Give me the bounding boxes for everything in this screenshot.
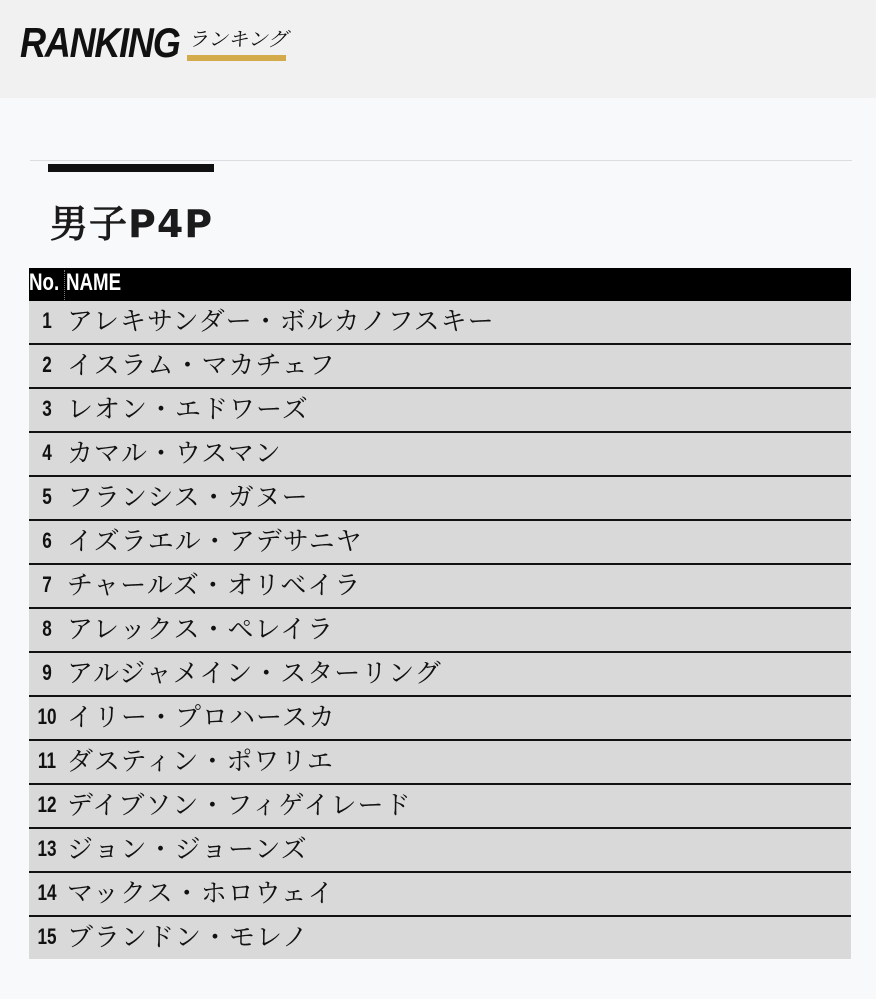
table-row[interactable]	[29, 697, 851, 741]
ranking-table	[29, 268, 851, 959]
table-row[interactable]	[29, 873, 851, 917]
rank-number: 11	[37, 748, 57, 773]
table-row[interactable]	[29, 389, 851, 433]
rank-number: 3	[42, 396, 52, 421]
fighter-name[interactable]: ブランドン・モレノ	[67, 923, 309, 953]
fighter-name[interactable]: アレックス・ペレイラ	[67, 615, 335, 645]
table-row[interactable]	[29, 653, 851, 697]
fighter-name[interactable]: イズラエル・アデサニヤ	[67, 527, 363, 557]
fighter-name[interactable]: カマル・ウスマン	[67, 439, 282, 469]
column-header-name: NAME	[66, 269, 122, 296]
fighter-name[interactable]: アレキサンダー・ボルカノフスキー	[67, 307, 495, 337]
table-row[interactable]	[29, 301, 851, 345]
table-row[interactable]	[29, 785, 851, 829]
column-header-no: No.	[29, 269, 60, 296]
table-row[interactable]	[29, 829, 851, 873]
table-row[interactable]	[29, 433, 851, 477]
subtitle-underline	[187, 55, 286, 61]
table-row[interactable]	[29, 741, 851, 785]
fighter-name[interactable]: マックス・ホロウェイ	[67, 879, 335, 909]
fighter-name[interactable]: ダスティン・ポワリエ	[67, 747, 334, 777]
table-row[interactable]	[29, 609, 851, 653]
rank-number: 2	[42, 352, 52, 377]
rank-number: 14	[37, 880, 57, 905]
fighter-name[interactable]: レオン・エドワーズ	[67, 395, 309, 425]
table-row[interactable]	[29, 345, 851, 389]
table-row[interactable]	[29, 521, 851, 565]
ranking-logo[interactable]: RANKING	[20, 19, 180, 66]
rank-number: 5	[42, 484, 52, 509]
table-row[interactable]	[29, 917, 851, 959]
ranking-subtitle: ランキング	[188, 27, 288, 51]
table-row[interactable]	[29, 477, 851, 521]
section-divider	[30, 160, 852, 161]
table-row[interactable]	[29, 565, 851, 609]
rank-number: 15	[37, 924, 57, 949]
column-separator	[64, 270, 65, 300]
rank-number: 1	[42, 308, 52, 333]
fighter-name[interactable]: イリー・プロハースカ	[67, 703, 336, 733]
rank-number: 12	[37, 792, 57, 817]
rank-number: 10	[37, 704, 57, 729]
page-header	[0, 0, 876, 98]
fighter-name[interactable]: ジョン・ジョーンズ	[67, 835, 308, 865]
fighter-name[interactable]: デイブソン・フィゲイレード	[67, 791, 412, 821]
rank-number: 7	[42, 572, 52, 597]
fighter-name[interactable]: イスラム・マカチェフ	[67, 351, 336, 381]
ranking-rows	[29, 301, 851, 959]
rank-number: 9	[42, 660, 52, 685]
rank-number: 13	[37, 836, 57, 861]
fighter-name[interactable]: フランシス・ガヌー	[67, 483, 309, 513]
table-header	[29, 268, 851, 301]
fighter-name[interactable]: チャールズ・オリベイラ	[67, 571, 362, 601]
section-divider-accent	[48, 164, 214, 172]
section-title: 男子P4P	[50, 202, 214, 246]
fighter-name[interactable]: アルジャメイン・スターリング	[67, 659, 442, 689]
rank-number: 4	[42, 440, 52, 465]
rank-number: 6	[42, 528, 52, 553]
rank-number: 8	[42, 616, 52, 641]
